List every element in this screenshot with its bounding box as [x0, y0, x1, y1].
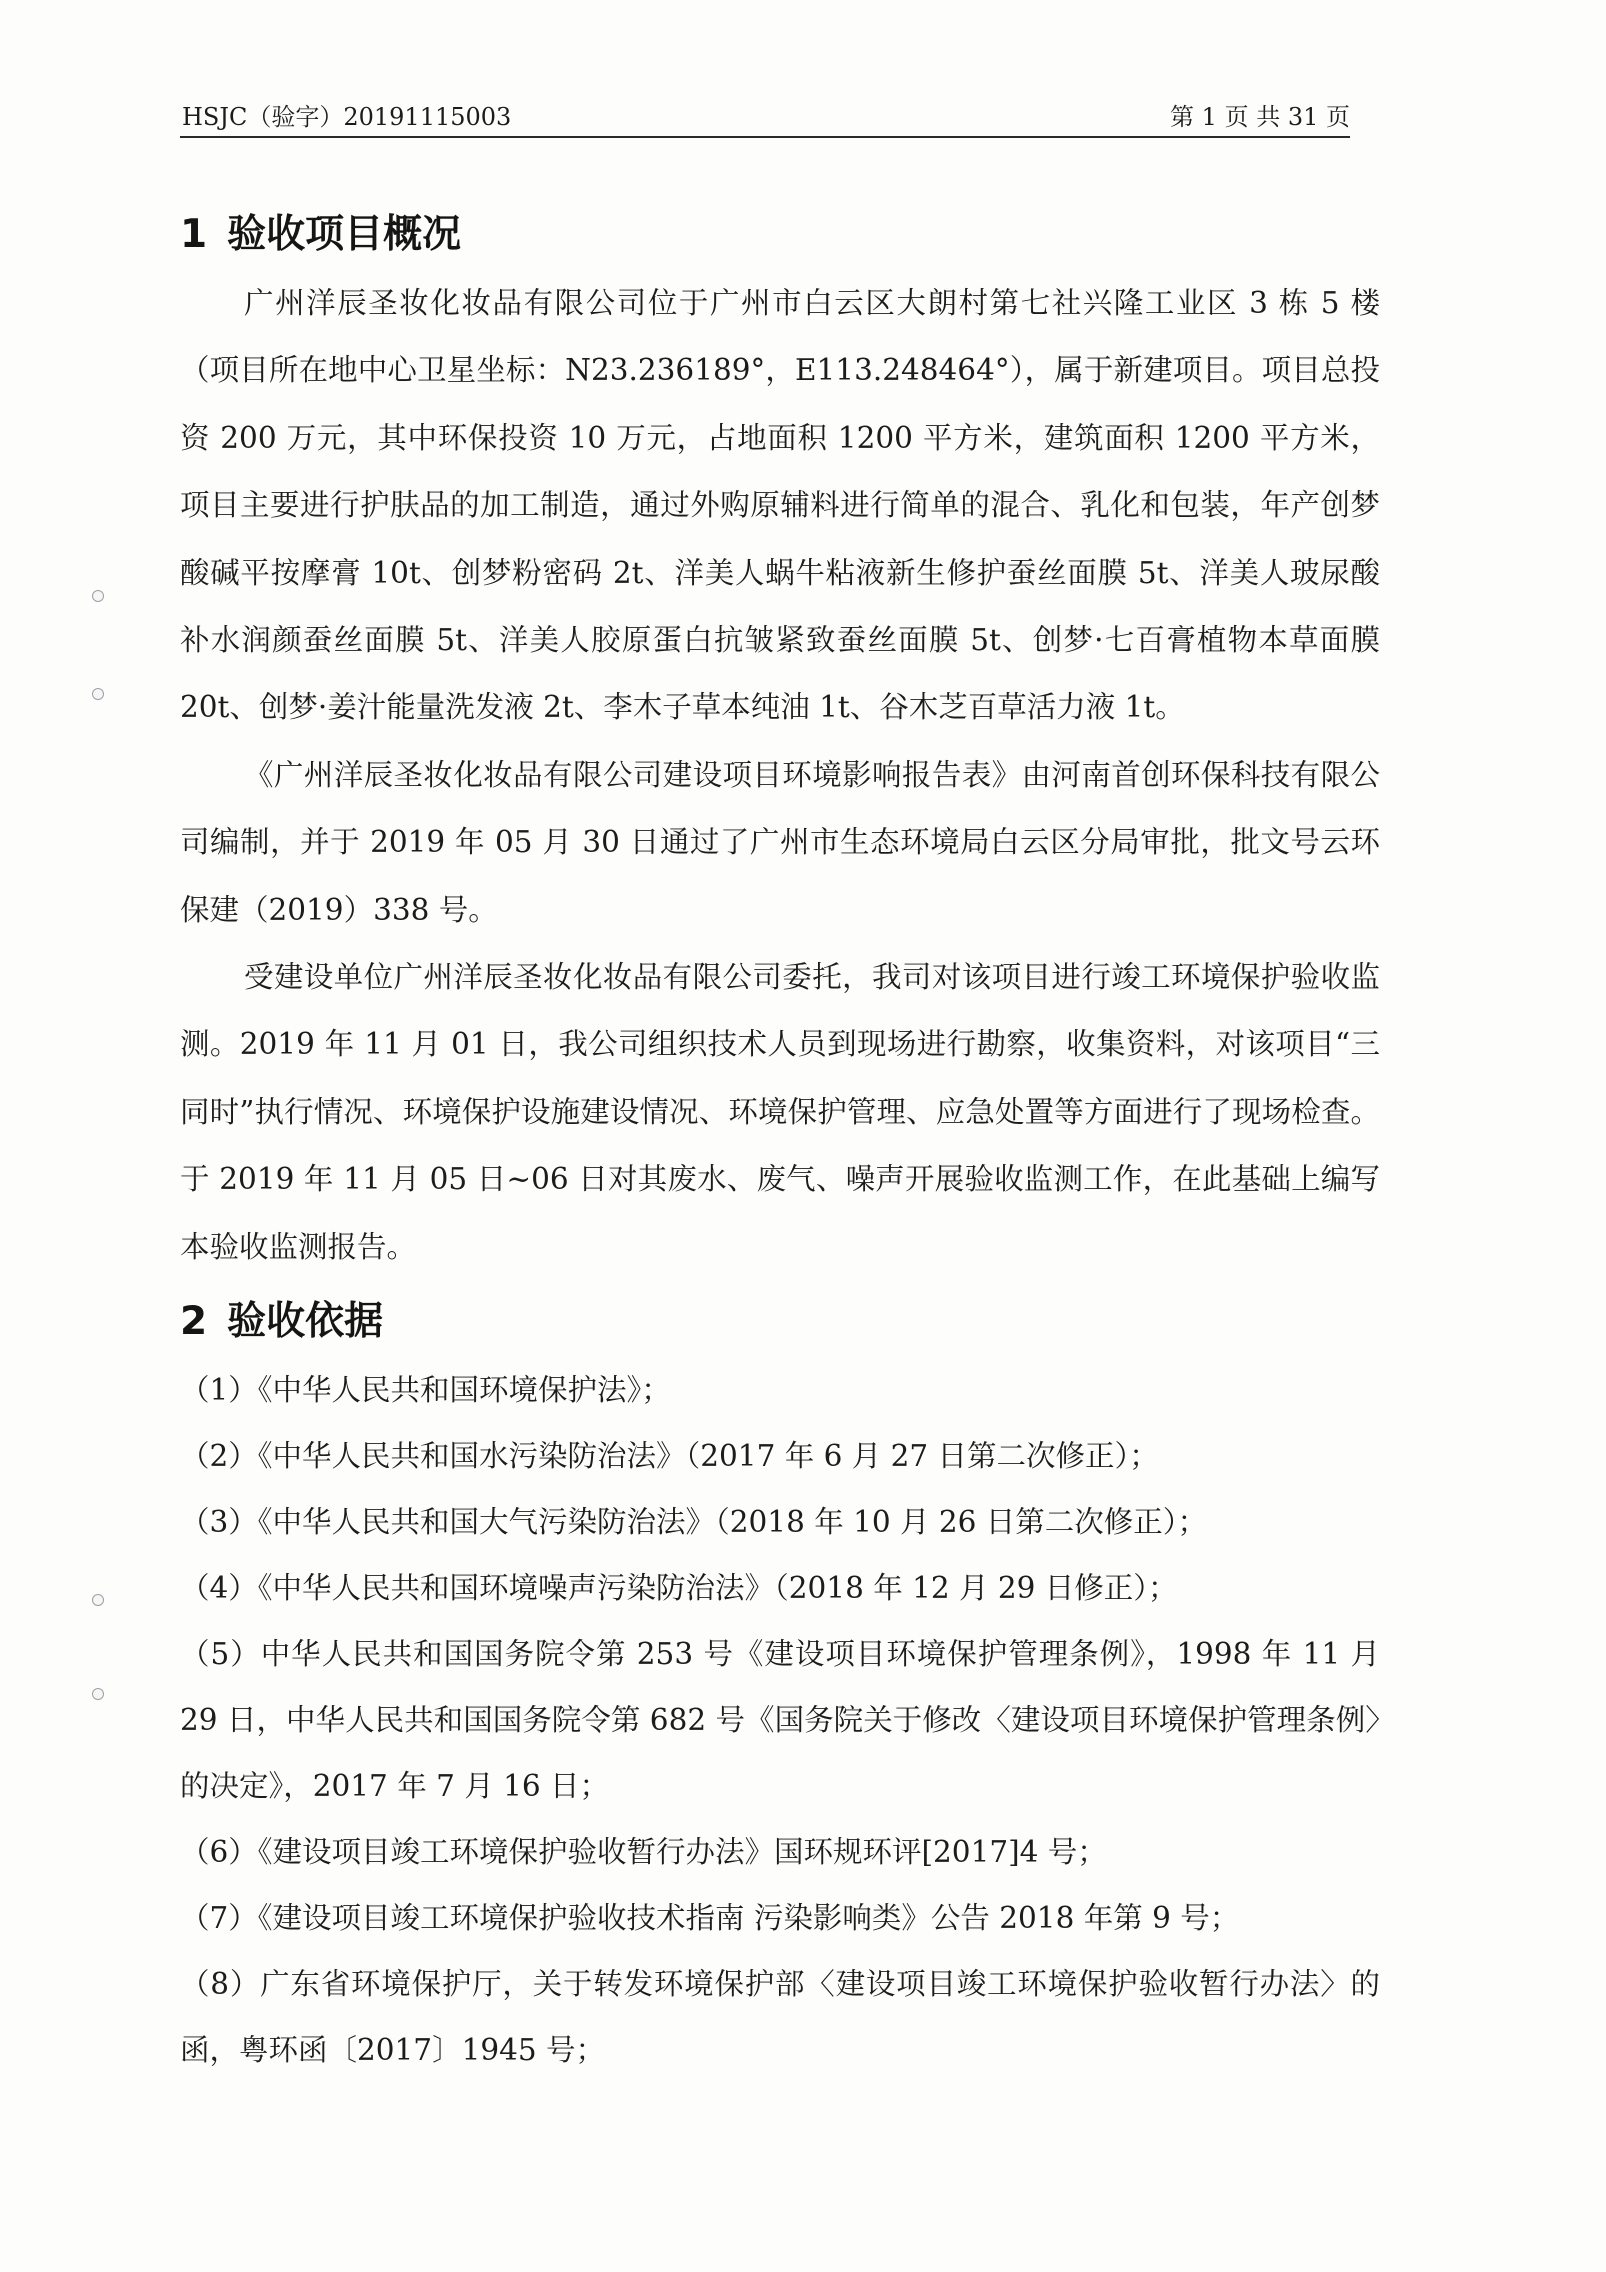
binding-hole — [92, 1594, 104, 1606]
paragraph: 《广州洋辰圣妆化妆品有限公司建设项目环境影响报告表》由河南首创环保科技有限公司编制，并于 2019 年 05 月 30 日通过了广州市生态环境局白云区分局审批，批文号云环保建（2019）338 号。 — [180, 757, 1380, 927]
page-header — [180, 100, 1350, 138]
list-item: （5）中华人民共和国国务院令第 253 号《建设项目环境保护管理条例》，1998 年 11 月 29 日，中华人民共和国国务院令第 682 号《国务院关于修改〈建设项目环境保护管理条例〉的决定》，2017 年 7 月 16 日； — [180, 1637, 1380, 1804]
list-item: （4）《中华人民共和国环境噪声污染防治法》（2018 年 12 月 29 日修正）； — [180, 1571, 1178, 1606]
binding-hole — [92, 590, 104, 602]
page-content — [180, 200, 1380, 2083]
section-number: 2 — [180, 1299, 208, 1345]
section-1-heading — [180, 200, 1380, 270]
list-item: （2）《中华人民共和国水污染防治法》（2017 年 6 月 27 日第二次修正）； — [180, 1439, 1159, 1474]
binding-hole — [92, 688, 104, 700]
list-item: （7）《建设项目竣工环境保护验收技术指南 污染影响类》公告 2018 年第 9 号； — [180, 1901, 1240, 1936]
binding-hole — [92, 1688, 104, 1700]
section-2-heading — [180, 1287, 1380, 1357]
list-item: （1）《中华人民共和国环境保护法》； — [180, 1373, 671, 1408]
paragraph: 受建设单位广州洋辰圣妆化妆品有限公司委托，我司对该项目进行竣工环境保护验收监测。2019 年 11 月 01 日，我公司组织技术人员到现场进行勘察，收集资料，对该项目“三同时”执行情况、环境保护设施建设情况、环境保护管理、应急处置等方面进行了现场检查。于 2019 年 11 月 05 日~06 日对其废水、废气、噪声开展验收监测工作，在此基础上编写本验收监测报告。 — [180, 960, 1380, 1264]
list-item: （6）《建设项目竣工环境保护验收暂行办法》国环规环评[2017]4 号； — [180, 1835, 1107, 1870]
section-number: 1 — [180, 212, 208, 257]
report-number: HSJC（验字）20191115003 — [182, 103, 512, 131]
section-title: 验收依据 — [227, 1299, 384, 1345]
list-item: （3）《中华人民共和国大气污染防治法》（2018 年 10 月 26 日第二次修正）； — [180, 1505, 1208, 1540]
page-number: 第 1 页 共 31 页 — [1170, 103, 1350, 131]
section-title: 验收项目概况 — [227, 212, 462, 257]
basis-list — [180, 1357, 1380, 2083]
list-item: （8）广东省环境保护厅，关于转发环境保护部〈建设项目竣工环境保护验收暂行办法〉的函，粤环函〔2017〕1945 号； — [180, 1967, 1380, 2068]
paragraph: 广州洋辰圣妆化妆品有限公司位于广州市白云区大朗村第七社兴隆工业区 3 栋 5 楼（项目所在地中心卫星坐标：N23.236189°，E113.248464°），属于新建项目。项目总投资 200 万元，其中环保投资 10 万元，占地面积 1200 平方米，建筑面积 1200 平方米，项目主要进行护肤品的加工制造，通过外购原辅料进行简单的混合、乳化和包装，年产创梦酸碱平按摩膏 10t、创梦粉密码 2t、洋美人蜗牛粘液新生修护蚕丝面膜 5t、洋美人玻尿酸补水润颜蚕丝面膜 5t、洋美人胶原蛋白抗皱紧致蚕丝面膜 5t、创梦·七百膏植物本草面膜 20t、创梦·姜汁能量洗发液 2t、李木子草本纯油 1t、谷木芝百草活力液 1t。 — [180, 286, 1380, 725]
